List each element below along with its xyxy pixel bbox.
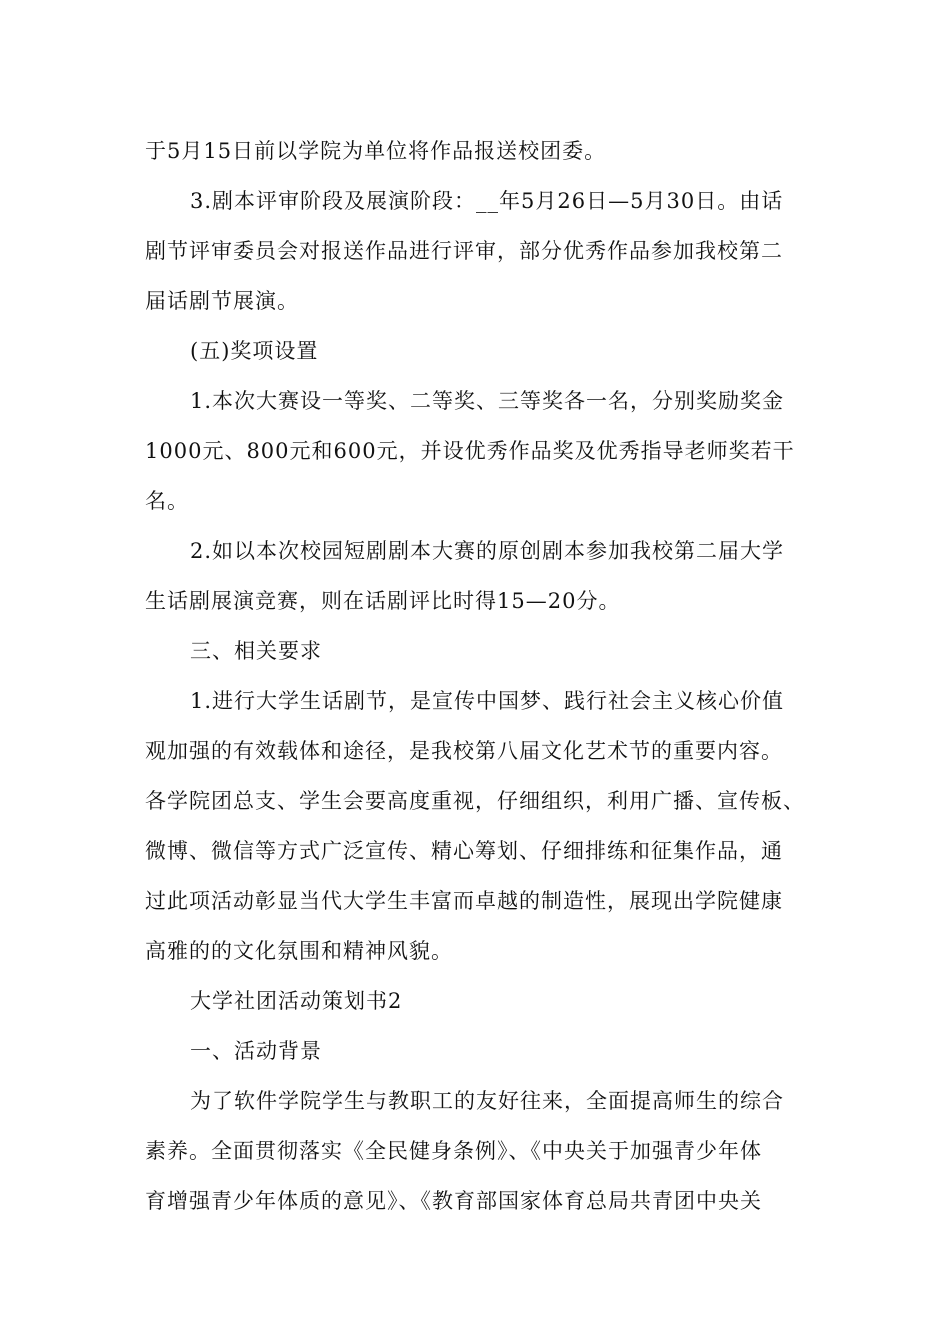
text-line: 观加强的有效载体和途径，是我校第八届文化艺术节的重要内容。: [145, 739, 783, 763]
text-line: 高雅的的文化氛围和精神风貌。: [145, 939, 453, 963]
text-line: 于5月15日前以学院为单位将作品报送校团委。: [145, 139, 607, 163]
section-heading: 三、相关要求: [190, 639, 322, 663]
document-title: 大学社团活动策划书2: [190, 989, 403, 1013]
text-line: 各学院团总支、学生会要高度重视，仔细组织，利用广播、宣传板、: [145, 789, 805, 813]
text-line: 届话剧节展演。: [145, 289, 299, 313]
text-line: 1.进行大学生话剧节，是宣传中国梦、践行社会主义核心价值: [190, 689, 785, 713]
text-line: 3.剧本评审阶段及展演阶段：__年5月26日—5月30日。由话: [190, 189, 784, 213]
text-line: 剧节评审委员会对报送作品进行评审，部分优秀作品参加我校第二: [145, 239, 783, 263]
text-line: 2.如以本次校园短剧剧本大赛的原创剧本参加我校第二届大学: [190, 539, 785, 563]
section-heading: 一、活动背景: [190, 1039, 322, 1063]
text-line: 生话剧展演竞赛，则在话剧评比时得15—20分。: [145, 589, 621, 613]
text-line: 过此项活动彰显当代大学生丰富而卓越的制造性，展现出学院健康: [145, 889, 783, 913]
text-line: 育增强青少年体质的意见》、《教育部国家体育总局共青团中央关: [145, 1189, 762, 1213]
section-heading: (五)奖项设置: [190, 339, 319, 363]
text-line: 微博、微信等方式广泛宣传、精心筹划、仔细排练和征集作品，通: [145, 839, 783, 863]
text-line: 1.本次大赛设一等奖、二等奖、三等奖各一名，分别奖励奖金: [190, 389, 785, 413]
text-line: 名。: [145, 489, 189, 513]
text-line: 为了软件学院学生与教职工的友好往来，全面提高师生的综合: [190, 1089, 784, 1113]
text-line: 1000元、800元和600元，并设优秀作品奖及优秀指导老师奖若干: [145, 439, 795, 463]
text-line: 素养。全面贯彻落实《全民健身条例》、《中央关于加强青少年体: [145, 1139, 762, 1163]
